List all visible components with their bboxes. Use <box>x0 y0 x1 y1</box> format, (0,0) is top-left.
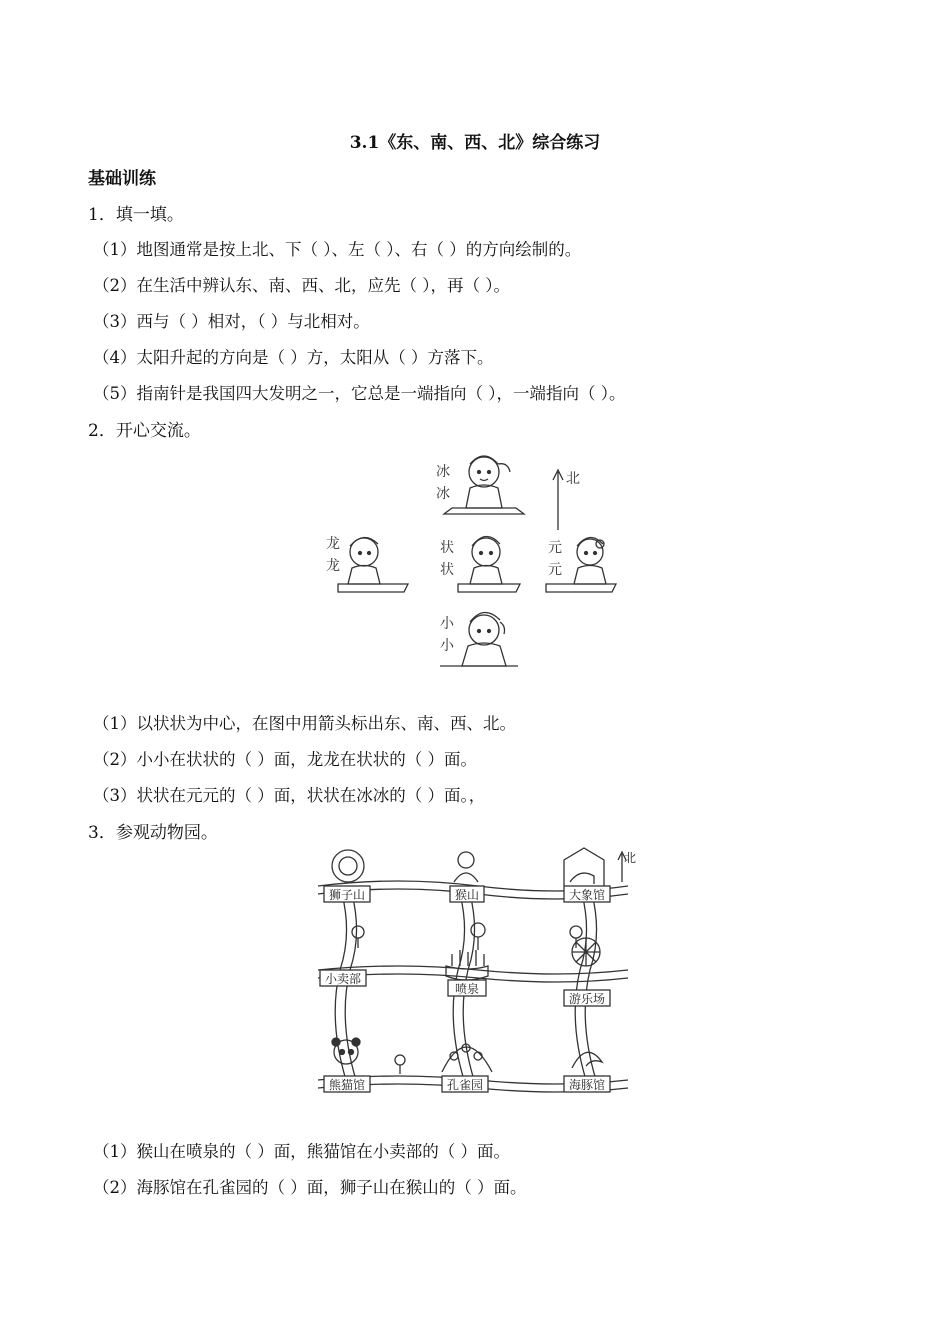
question-3-heading: 3．参观动物园。 <box>88 823 218 843</box>
question-2-line-1: （1）以状状为中心，在图中用箭头标出东、南、西、北。 <box>93 714 516 733</box>
page-title: 3.1《东、南、西、北》综合练习 <box>349 133 601 153</box>
tree-1 <box>352 926 364 948</box>
kid-longlong-drawing <box>338 537 408 592</box>
label-longlong-2: 龙 <box>326 558 340 574</box>
road-right <box>575 894 586 1080</box>
lion-drawing <box>332 850 364 882</box>
place-monkey-label: 猴山 <box>454 888 480 902</box>
place-dolphin-label: 海豚馆 <box>568 1078 606 1092</box>
label-yuanyuan-2: 元 <box>548 562 562 578</box>
place-elephant-label: 大象馆 <box>568 888 606 902</box>
kid-bingbing-drawing <box>444 456 524 514</box>
tree-4 <box>395 1055 405 1074</box>
section-heading: 基础训练 <box>88 169 156 189</box>
place-fountain-label: 喷泉 <box>454 982 480 996</box>
label-xiaoxiao-2: 小 <box>440 638 454 654</box>
question-2-line-3: （3）状状在元元的（ ）面，状状在冰冰的（ ）面。， <box>93 786 486 805</box>
question-1-heading: 1．填一填。 <box>88 205 184 225</box>
dolphin-drawing <box>572 1052 602 1068</box>
question-2-heading: 2．开心交流。 <box>88 421 201 441</box>
place-peacock-label: 孔雀园 <box>446 1078 484 1092</box>
tree-3 <box>570 926 582 948</box>
north-arrow <box>553 470 563 530</box>
label-yuanyuan-1: 元 <box>548 540 562 556</box>
question-2-line-2: （2）小小在状状的（ ）面，龙龙在状状的（ ）面。 <box>93 750 477 769</box>
kids-figure <box>320 450 620 675</box>
question-1-line-4: （4）太阳升起的方向是（ ）方，太阳从（ ）方落下。 <box>93 348 494 367</box>
elephant-house-drawing <box>564 848 604 886</box>
label-longlong-1: 龙 <box>326 536 340 552</box>
label-bingbing-1: 冰 <box>436 464 450 480</box>
label-bingbing-2: 冰 <box>436 486 450 502</box>
panda-drawing <box>332 1038 360 1064</box>
question-3-line-1: （1）猴山在喷泉的（ ）面，熊猫馆在小卖部的（ ）面。 <box>93 1142 510 1161</box>
question-1-line-5: （5）指南针是我国四大发明之一，它总是一端指向（ ），一端指向（ ）。 <box>93 384 626 403</box>
zoo-map <box>318 846 638 1098</box>
question-3-line-2: （2）海豚馆在孔雀园的（ ）面，狮子山在猴山的（ ）面。 <box>93 1178 527 1197</box>
kid-zhuangzhuang-drawing <box>458 536 520 592</box>
place-lion-label: 狮子山 <box>328 888 366 902</box>
question-1-line-1: （1）地图通常是按上北、下（ ）、左（ ）、右（ ）的方向绘制的。 <box>93 240 582 259</box>
label-zhuangzhuang-2: 状 <box>440 562 454 578</box>
map-north-label: 北 <box>623 851 637 865</box>
place-panda-label: 熊猫馆 <box>328 1078 366 1092</box>
place-shop-label: 小卖部 <box>324 972 362 986</box>
label-zhuangzhuang-1: 状 <box>440 540 454 556</box>
monkey-drawing <box>454 852 478 882</box>
north-label: 北 <box>566 471 580 487</box>
question-1-line-2: （2）在生活中辨认东、南、西、北，应先（ ），再（ ）。 <box>93 276 510 295</box>
label-xiaoxiao-1: 小 <box>440 616 454 632</box>
question-1-line-3: （3）西与（ ）相对，（ ）与北相对。 <box>93 312 370 331</box>
place-playground-label: 游乐场 <box>568 992 606 1006</box>
